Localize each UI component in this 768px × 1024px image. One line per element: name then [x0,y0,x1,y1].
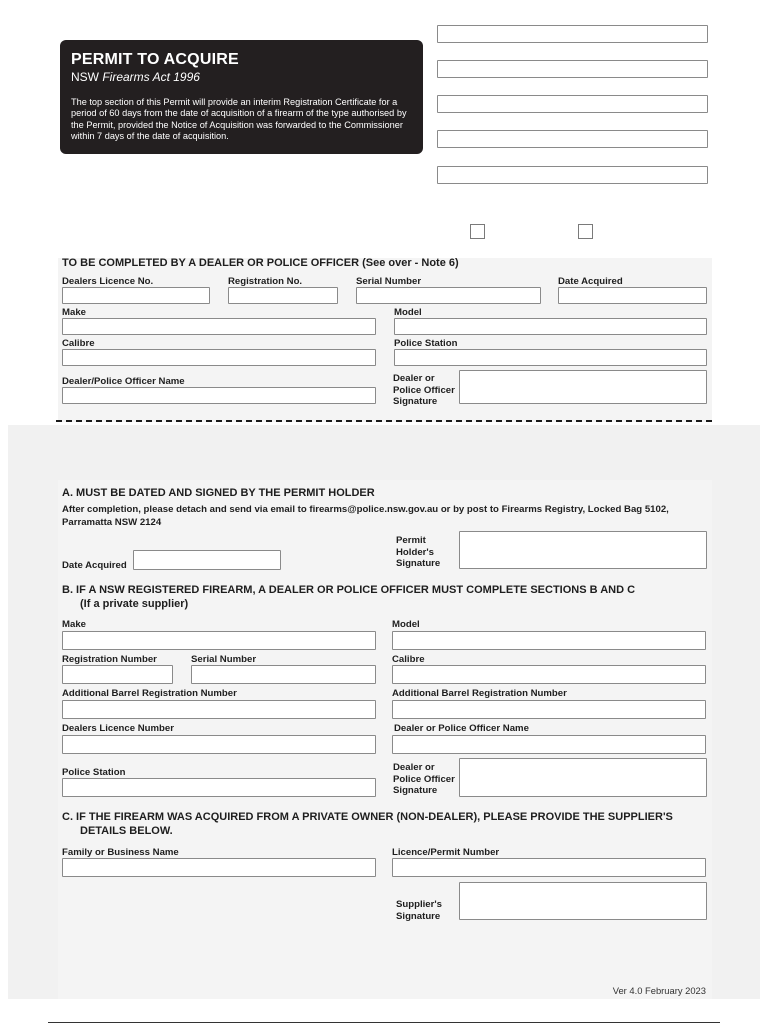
c-family-name-input[interactable] [62,858,376,877]
b-dealers-licence-input[interactable] [62,735,376,754]
dealers-licence-input[interactable] [62,287,210,304]
top-field-5[interactable] [437,166,708,184]
b-registration-number-input[interactable] [62,665,173,684]
b-officer-name-label: Dealer or Police Officer Name [394,723,529,734]
b-officer-name-input[interactable] [392,735,706,754]
b-barrel-input-right[interactable] [392,700,706,719]
calibre-label: Calibre [62,338,95,349]
c-licence-number-input[interactable] [392,858,706,877]
serial-number-label: Serial Number [356,276,422,287]
section-b-heading: B. IF A NSW REGISTERED FIREARM, A DEALER OR POLICE OFFICER MUST COMPLETE SECTIONS B AND C [62,584,636,596]
b-barrel-input-left[interactable] [62,700,376,719]
a-date-acquired-input[interactable] [133,550,281,570]
date-acquired-input[interactable] [558,287,707,304]
permit-holder-signature-label: Permit Holder's Signature [396,535,441,569]
c-licence-number-label: Licence/Permit Number [392,847,500,858]
checkbox-1[interactable] [470,224,485,239]
b-barrel-label-left: Additional Barrel Registration Number [62,688,237,699]
top-field-4[interactable] [437,130,708,148]
a-date-acquired-label: Date Acquired [62,560,127,571]
act-prefix: NSW [71,70,99,84]
registration-no-input[interactable] [228,287,338,304]
b-model-label: Model [392,619,420,630]
dealer-section-heading: TO BE COMPLETED BY A DEALER OR POLICE OFFICER (See over - Note 6) [62,257,459,269]
act-name: Firearms Act 1996 [102,70,200,84]
b-calibre-label: Calibre [392,654,425,665]
permit-title-box [60,40,423,154]
b-registration-number-label: Registration Number [62,654,157,665]
make-input[interactable] [62,318,376,335]
permit-description: The top section of this Permit will provide an interim Registration Certificate for a period of 60 days from the date of acquisition of a firearm of the type authorised by the Permit, provided the Notice of Acquisition was forwarded to the Commissioner within 7 days of the date of acquisition. [71,97,407,142]
make-label: Make [62,307,86,318]
c-supplier-signature-input[interactable] [459,882,707,920]
police-station-label: Police Station [394,338,458,349]
dealer-signature-input[interactable] [459,370,707,404]
b-make-input[interactable] [62,631,376,650]
b-model-input[interactable] [392,631,706,650]
dealer-signature-label: Dealer or Police Officer Signature [393,373,455,407]
c-family-name-label: Family or Business Name [62,847,179,858]
checkbox-2[interactable] [578,224,593,239]
calibre-input[interactable] [62,349,376,366]
b-signature-input[interactable] [459,758,707,797]
date-acquired-label: Date Acquired [558,276,623,287]
form-title: PERMIT TO ACQUIRE [71,51,239,68]
top-field-3[interactable] [437,95,708,113]
top-field-2[interactable] [437,60,708,78]
registration-no-label: Registration No. [228,276,303,287]
b-serial-number-label: Serial Number [191,654,257,665]
dealers-licence-label: Dealers Licence No. [62,276,154,287]
section-a-instructions: After completion, please detach and send via email to firearms@police.nsw.gov.au or by post to Firearms Registry, Locked Bag 5102, Parramatta NSW 2124 [62,504,669,528]
officer-name-input[interactable] [62,387,376,404]
model-label: Model [394,307,422,318]
officer-name-label: Dealer/Police Officer Name [62,376,185,387]
b-police-station-label: Police Station [62,767,126,778]
police-station-input[interactable] [394,349,707,366]
b-barrel-label-right: Additional Barrel Registration Number [392,688,567,699]
c-supplier-signature-label: Supplier's Signature [396,899,442,922]
version-label: Ver 4.0 February 2023 [612,985,706,996]
section-b-subheading: (If a private supplier) [80,598,189,610]
section-c-subheading: DETAILS BELOW. [80,825,173,837]
b-police-station-input[interactable] [62,778,376,797]
permit-holder-signature-input[interactable] [459,531,707,569]
serial-number-input[interactable] [356,287,541,304]
b-calibre-input[interactable] [392,665,706,684]
section-a-heading: A. MUST BE DATED AND SIGNED BY THE PERMIT HOLDER [62,487,375,499]
b-serial-number-input[interactable] [191,665,376,684]
act-reference [71,70,412,85]
b-make-label: Make [62,619,86,630]
b-dealers-licence-label: Dealers Licence Number [62,723,174,734]
model-input[interactable] [394,318,707,335]
b-signature-label: Dealer or Police Officer Signature [393,762,455,796]
section-c-heading: C. IF THE FIREARM WAS ACQUIRED FROM A PRIVATE OWNER (NON-DEALER), PLEASE PROVIDE THE SUPPLIER'S [62,811,673,823]
detach-line [56,420,712,422]
bottom-rule [48,1022,720,1023]
top-field-1[interactable] [437,25,708,43]
